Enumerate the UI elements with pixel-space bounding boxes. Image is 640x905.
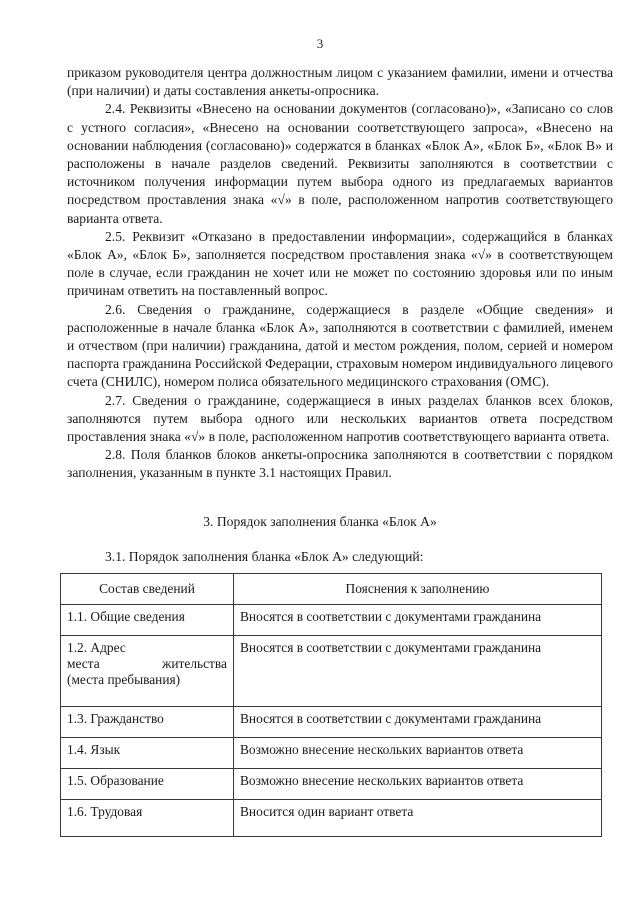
section-heading: 3. Порядок заполнения бланка «Блок А» — [203, 514, 437, 529]
table-header-row — [61, 574, 602, 605]
table-cell-note: Возможно внесение нескольких вариантов ответа — [234, 769, 602, 800]
table-cell-item: 1.4. Язык — [61, 738, 234, 769]
table-row — [61, 707, 602, 738]
table-cell-item: 1.3. Гражданство — [61, 707, 234, 738]
block-a-table — [60, 573, 602, 837]
paragraph: приказом руководителя центра должностным лицом с указанием фамилии, имени и отчества (при наличии) и даты составления анкеты-опросника. — [67, 65, 613, 99]
table-row — [61, 800, 602, 837]
table-intro: 3.1. Порядок заполнения бланка «Блок А» следующий: — [105, 549, 424, 564]
paragraph: 2.7. Сведения о гражданине, содержащиеся в иных разделах бланков всех блоков, заполняются путем выбора одного или нескольких вариантов ответа посредством проставления знака «√» в поле, расположенном напротив соответствующего варианта ответа. — [67, 392, 613, 445]
table-cell-note: Вносятся в соответствии с документами гражданина — [234, 707, 602, 738]
table-cell-note: Вносятся в соответствии с документами гражданина — [234, 605, 602, 636]
table-row — [61, 769, 602, 800]
table-cell-item: 1.1. Общие сведения — [61, 605, 234, 636]
paragraph: 2.8. Поля бланков блоков анкеты-опросника заполняются в соответствии с порядком заполнения, указанным в пункте 3.1 настоящих Правил. — [67, 447, 613, 481]
table-row — [61, 636, 602, 707]
body-text — [67, 64, 613, 483]
table-cell-note: Возможно внесение нескольких вариантов ответа — [234, 738, 602, 769]
column-header-composition: Состав сведений — [61, 574, 234, 605]
table-cell-item — [61, 636, 234, 707]
table-cell-item: 1.6. Трудовая — [61, 800, 234, 837]
page-number: 3 — [316, 36, 324, 51]
table-cell-item: 1.5. Образование — [61, 769, 234, 800]
address-line: места жительства — [67, 656, 227, 671]
paragraph: 2.6. Сведения о гражданине, содержащиеся в разделе «Общие сведения» и расположенные в начале бланка «Блок А», заполняются в соответствии с фамилией, именем и отчеством (при наличии) гражданина, датой и местом рождения, полом, серией и номером паспорта гражданина Российской Федерации, страховым номером индивидуального лицевого счета (СНИЛС), номером полиса обязательного медицинского страхования (ОМС). — [67, 301, 613, 390]
paragraph: 2.4. Реквизиты «Внесено на основании документов (согласовано)», «Записано со слов с устного согласия», «Внесено на основании соответствующего запроса», «Внесено на основании наблюдения (согласовано)» содержатся в бланках «Блок А», «Блок Б», «Блок В» и расположены в начале разделов сведений. Реквизиты заполняются в соответствии с источником получения информации путем выбора одного из предлагаемых вариантов посредством проставления знака «√» в поле, расположенном напротив соответствующего варианта ответа. — [67, 101, 613, 226]
table-cell-note: Вносятся в соответствии с документами гражданина — [234, 636, 602, 707]
column-header-explanations: Пояснения к заполнению — [234, 574, 602, 605]
table-row — [61, 605, 602, 636]
address-line: (места пребывания) — [67, 672, 181, 687]
table-cell-note: Вносится один вариант ответа — [234, 800, 602, 837]
address-line: 1.2. Адрес — [67, 640, 126, 655]
table-row — [61, 738, 602, 769]
paragraph: 2.5. Реквизит «Отказано в предоставлении информации», содержащийся в бланках «Блок А», «Блок Б», заполняется посредством проставления знака «√» в соответствующем поле в случае, если гражданин не хочет или не может по состоянию здоровья или по иным причинам ответить на поставленный вопрос. — [67, 228, 613, 299]
